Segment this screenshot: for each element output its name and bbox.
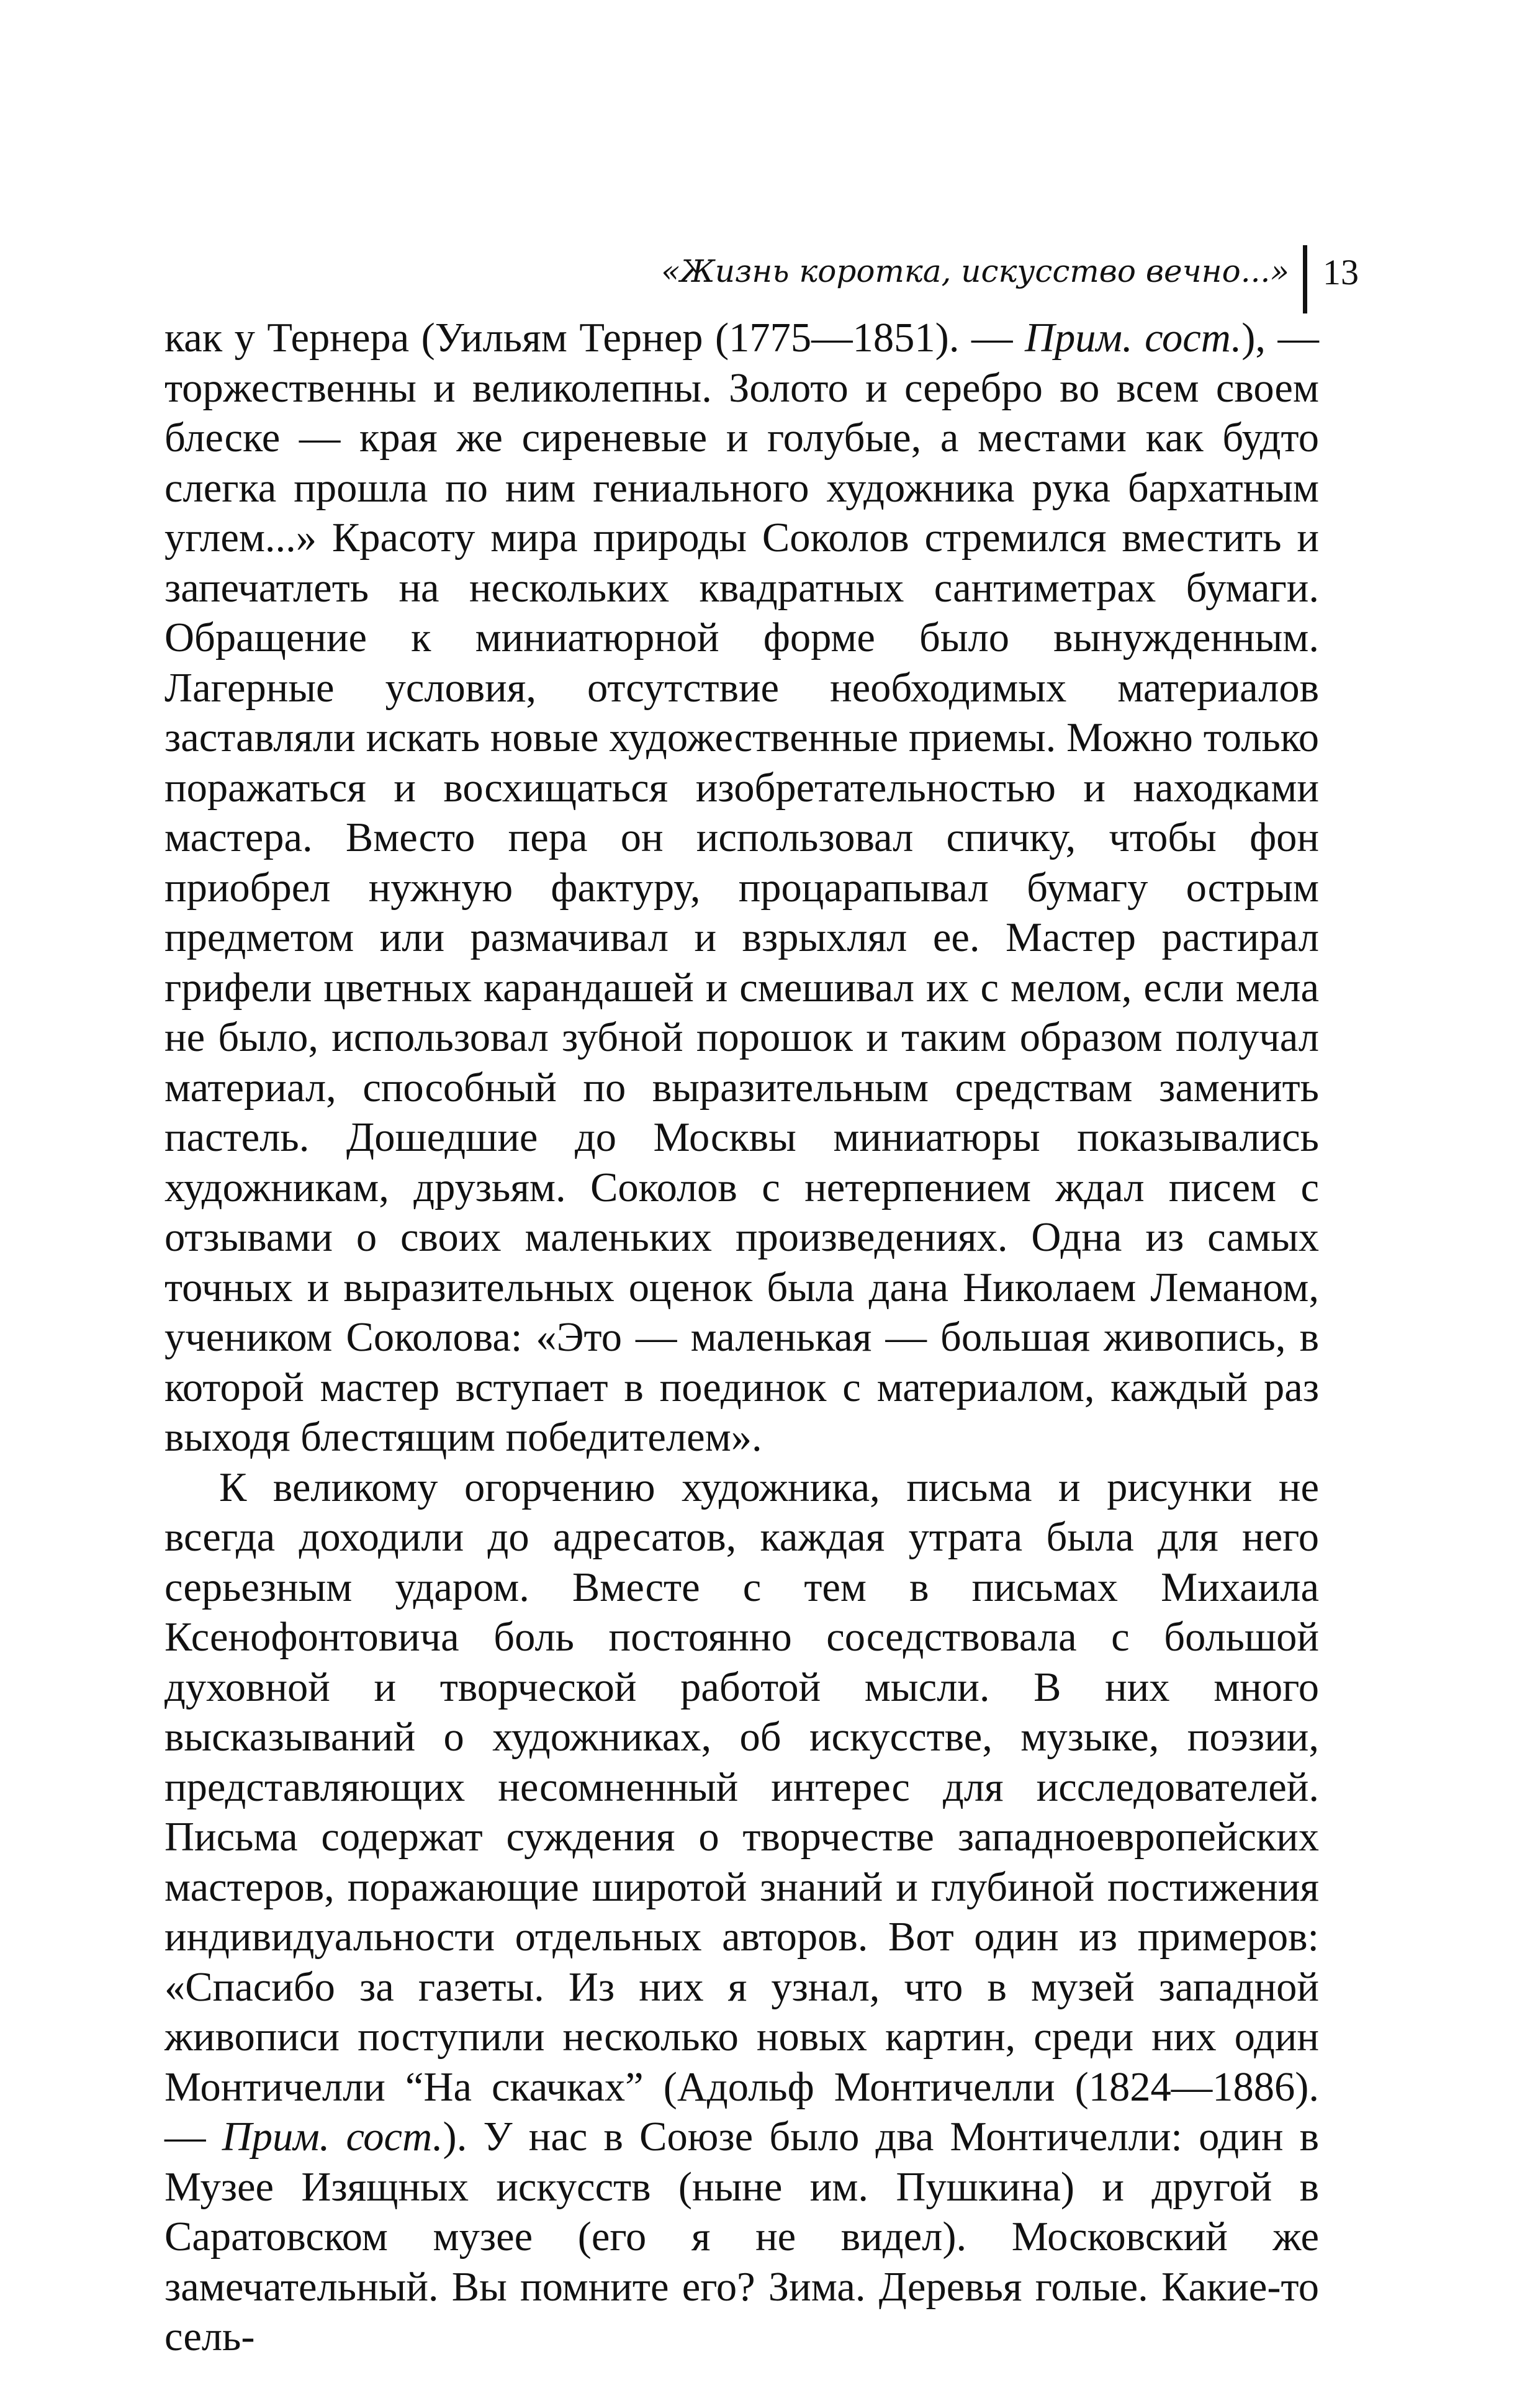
text-run-italic: Прим. сост. (222, 2114, 443, 2160)
running-header (164, 245, 1359, 313)
text-run: как у Тернера (Уильям Тернер (1775—1851). — (164, 315, 1025, 361)
header-divider (1303, 245, 1307, 313)
page-number: 13 (1323, 252, 1359, 292)
text-run: ), — торжественны и великолепны. Золото и серебро во всем своем блеске — края же сиреневые и голубые, а местами как будто слегка прошла по ним гениального художника рука бархатным углем...» Красоту мира природы Соколов стремился вместить и запечатлеть на нескольких квадратных сантиметрах бумаги. Обращение к миниатюрной форме было вынужденным. Лагерные условия, отсутствие необходимых материалов заставляли искать новые художественные приемы. Можно только поражаться и восхищаться изобретательностью и находками мастера. Вместо пера он использовал спичку, чтобы фон приобрел нужную фактуру, процарапывал бумагу острым предметом или размачивал и взрыхлял ее. Мастер растирал грифели цветных карандашей и смешивал их с мелом, если мела не было, использовал зубной порошок и таким образом получал материал, способный по выразительным средствам заменить пастель. Дошедшие до Москвы миниатюры показывались художникам, друзьям. Соколов с нетерпением ждал писем с отзывами о своих маленьких произведениях. Одна из самых точных и выразительных оценок была дана Николаем Леманом, учеником Соколова: «Это — маленькая — большая живопись, в которой мастер вступает в поединок с материалом, каждый раз выходя блестящим победителем». (164, 315, 1319, 1460)
paragraph-2 (164, 1463, 1319, 2363)
text-run: ). У нас в Союзе было два Монтичелли: один в Музее Изящных искусств (ныне им. Пушкина) и другой в Саратовском музее (его я не видел). Московский же замечательный. Вы помните его? Зима. Деревья голые. Какие-то сель- (164, 2114, 1319, 2359)
page-body (164, 313, 1319, 2363)
text-run-italic: Прим. сост. (1025, 315, 1242, 361)
paragraph-1 (164, 313, 1319, 1463)
running-title: «Жизнь коротка, искусство вечно...» (661, 253, 1289, 289)
text-run: К великому огорчению художника, письма и рисунки не всегда доходили до адресатов, каждая утрата была для него серьезным ударом. Вместе с тем в письмах Михаила Ксенофонтовича боль постоянно соседствовала с большой духовной и творческой работой мысли. В них много высказываний о художниках, об искусстве, музыке, поэзии, представляющих несомненный интерес для исследователей. Письма содержат суждения о творчестве западноевропейских мастеров, поражающие широтой знаний и глубиной постижения индивидуальности отдельных авторов. Вот один из примеров: «Спасибо за газеты. Из них я узнал, что в музей западной живописи поступили несколько новых картин, среди них один Монтичелли “На скачках” (Адольф Монтичелли (1824—1886). — (164, 1464, 1319, 2160)
